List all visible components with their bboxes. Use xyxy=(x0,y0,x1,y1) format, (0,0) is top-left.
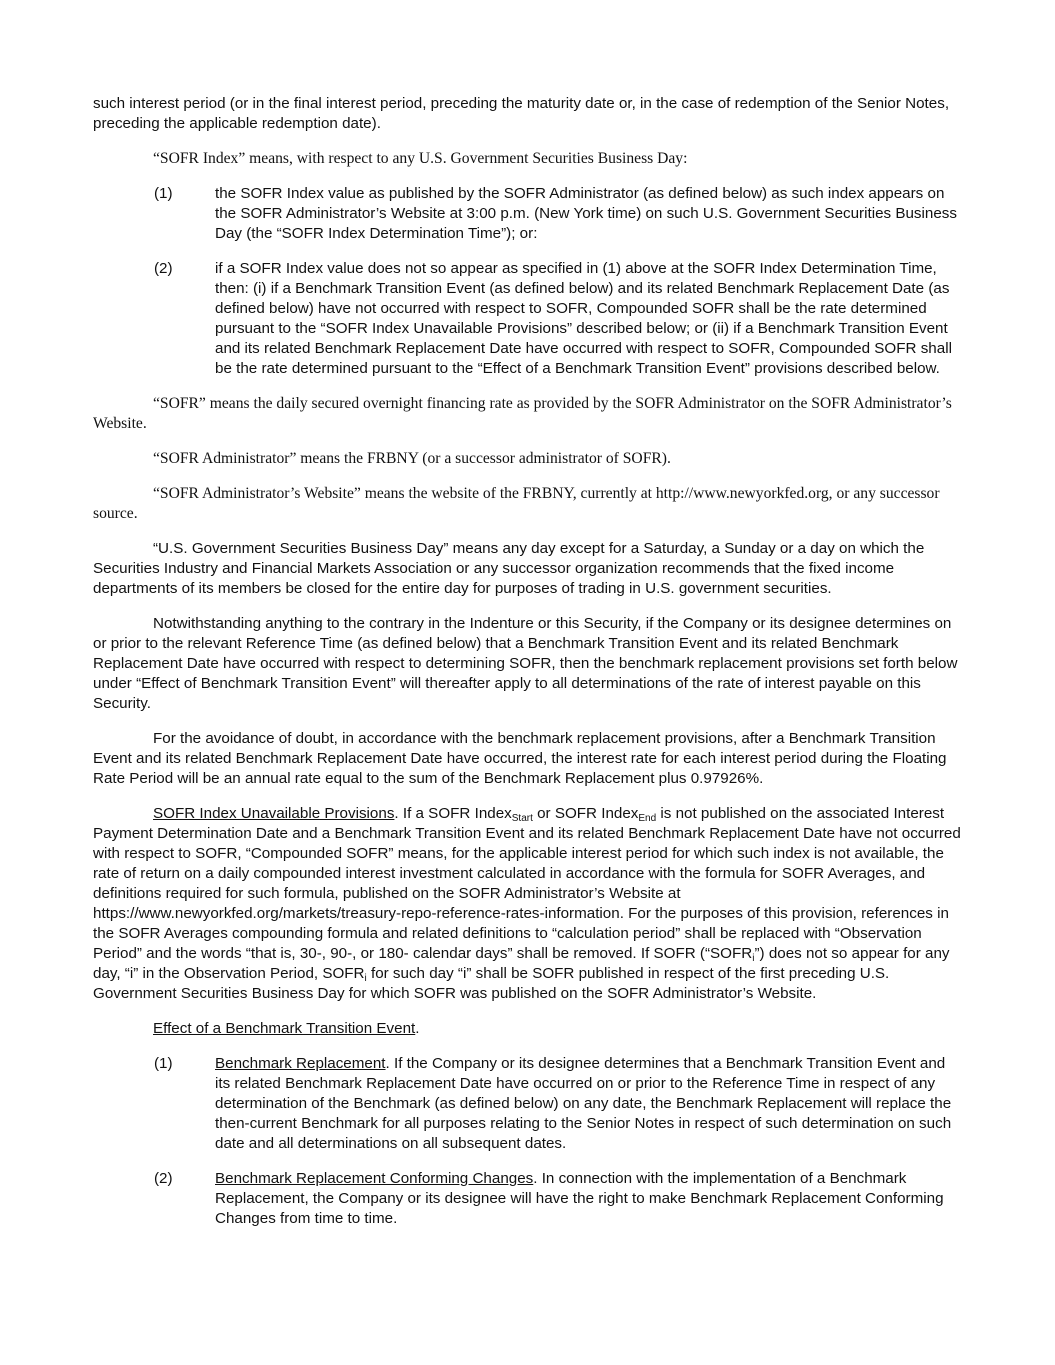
text-segment: . If a SOFR Index xyxy=(394,805,512,822)
subscript-end: End xyxy=(638,813,657,824)
text-segment: is not published on the associated Interest Payment Determination Date and a Benchmark Transition Event and its related Benchmark Replacement Date have not occurred with respect to SOFR, “Compounded SOFR” means, for the applicable interest period for which such index is not available, the rate of return on a daily compounded interest investment calculated in accordance with the formula for SOFR Averages, and definitions required for such formula, published on the SOFR Administrator’s Website at https://www.newyorkfed.org/markets/treasury-repo-reference-rates-information. For the purposes of this provision, references in the SOFR Averages compounding formula and related definitions to “calculation period” shall be replaced with “Observation Period” and the words “that is, 30-, 90-, or 180- calendar days” shall be removed. If SOFR (“SOFR xyxy=(93,805,961,962)
item-text: if a SOFR Index value does not so appear as specified in (1) above at the SOFR Index Determination Time, then: (i) if a Benchmark Transition Event (as defined below) and its related Benchmark Replacement Date (as defined below) have not occurred with respect to SOFR, Compounded SOFR shall be the rate determined pursuant to the “SOFR Index Unavailable Provisions” described below; or (ii) if a Benchmark Transition Event and its related Benchmark Replacement Date have occurred with respect to SOFR, Compounded SOFR shall be the rate determined pursuant to the “Effect of a Benchmark Transition Event” provisions described below. xyxy=(215,260,952,377)
text-segment: or SOFR Index xyxy=(532,805,639,822)
paragraph-notwithstanding: Notwithstanding anything to the contrary in the Indenture or this Security, if the Company or its designee determines on or prior to the relevant Reference Time (as defined below) that a Benchmark Transition Event and its related Benchmark Replacement Date have occurred with respect to determining SOFR, then the benchmark replacement provisions set forth below under “Effect of Benchmark Transition Event” will thereafter apply to all determinations of the rate of interest payable on this Security. xyxy=(93,615,958,712)
section-heading-unavailable-provisions: SOFR Index Unavailable Provisions xyxy=(153,805,395,822)
text-segment: ”) does not so appear for any day, “i” in the Observation Period, SOFR xyxy=(93,945,950,982)
item-number: (1) xyxy=(154,185,173,202)
item-number: (2) xyxy=(154,260,173,277)
item-text: . In connection with the implementation of a Benchmark Replacement, the Company or its designee will have the right to make Benchmark Replacement Conforming Changes from time to time. xyxy=(215,1170,944,1227)
paragraph-sofr-administrator-definition: “SOFR Administrator” means the FRBNY (or a successor administrator of SOFR). xyxy=(153,450,671,467)
paragraph-sofr-definition: “SOFR” means the daily secured overnight financing rate as provided by the SOFR Administrator on the SOFR Administrator’s Website. xyxy=(93,395,952,432)
paragraph-business-day-definition: “U.S. Government Securities Business Day” means any day except for a Saturday, a Sunday or a day on which the Securities Industry and Financial Markets Association or any successor organization recommends that the fixed income departments of its members be closed for the entire day for purposes of trading in U.S. government securities. xyxy=(93,540,925,597)
item-title: Benchmark Replacement xyxy=(215,1055,386,1072)
paragraph-effect-heading xyxy=(93,1019,961,1039)
heading-period: . xyxy=(415,1020,420,1037)
item-number: (1) xyxy=(154,1055,173,1072)
item-text: . If the Company or its designee determines that a Benchmark Transition Event and its related Benchmark Replacement Date have occurred on or prior to the Reference Time in respect of any determination of the Benchmark (as defined below) on any date, the Benchmark Replacement will replace the then-current Benchmark for all purposes relating to the Senior Notes in respect of such determination on such date and all determinations on all subsequent dates. xyxy=(215,1055,952,1152)
paragraph-avoidance-of-doubt: For the avoidance of doubt, in accordance with the benchmark replacement provisions, after a Benchmark Transition Event and its related Benchmark Replacement Date have occurred, the interest rate for each interest period during the Floating Rate Period will be an annual rate equal to the sum of the Benchmark Replacement plus 0.97926%. xyxy=(93,730,947,787)
sofr-index-item-2 xyxy=(93,259,961,379)
paragraph-sofr-index-definition: “SOFR Index” means, with respect to any U.S. Government Securities Business Day: xyxy=(153,150,688,167)
subscript-i: i xyxy=(364,973,367,984)
item-number: (2) xyxy=(154,1170,173,1187)
paragraph-interest-period: such interest period (or in the final interest period, preceding the maturity date or, in the case of redemption of the Senior Notes, preceding the applicable redemption date). xyxy=(93,95,950,132)
section-heading-effect: Effect of a Benchmark Transition Event xyxy=(153,1020,416,1037)
item-title: Benchmark Replacement Conforming Changes xyxy=(215,1170,534,1187)
effect-item-2 xyxy=(93,1169,961,1229)
text-segment: for such day “i” shall be SOFR published in respect of the first preceding U.S. Government Securities Business Day for which SOFR was published on the SOFR Administrator’s Website. xyxy=(93,965,890,1002)
item-text: the SOFR Index value as published by the SOFR Administrator (as defined below) as such index appears on the SOFR Administrator’s Website at 3:00 p.m. (New York time) on such U.S. Government Securities Business Day (the “SOFR Index Determination Time”); or: xyxy=(215,185,957,242)
effect-item-1 xyxy=(93,1054,961,1154)
paragraph-sofr-website-definition: “SOFR Administrator’s Website” means the website of the FRBNY, currently at http://www.newyorkfed.org, or any successor source. xyxy=(93,485,940,522)
paragraph-sofr-index-unavailable xyxy=(93,804,961,1004)
subscript-i: i xyxy=(752,953,755,964)
document-page xyxy=(93,94,961,1244)
subscript-start: Start xyxy=(511,813,533,824)
sofr-index-item-1 xyxy=(93,184,961,244)
